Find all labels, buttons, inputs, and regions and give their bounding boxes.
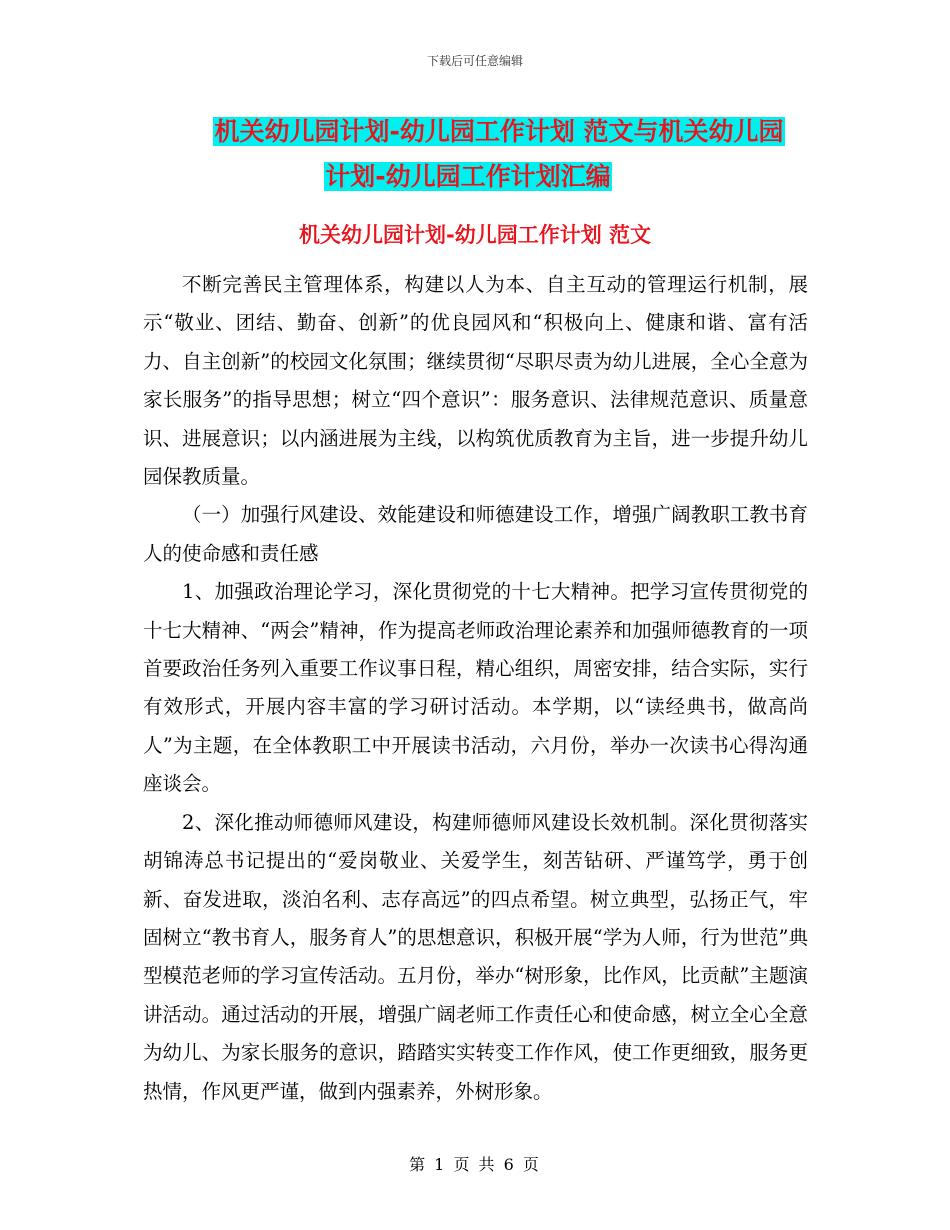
- paragraph: （一）加强行风建设、效能建设和师德建设工作，增强广阔教职工教书育人的使命感和责任感: [143, 503, 808, 565]
- body-text: [143, 266, 808, 1111]
- document-title-line-2: [0, 155, 950, 199]
- paragraph: 不断完善民主管理体系，构建以人为本、自主互动的管理运行机制，展示“敬业、团结、勤奋、创新”的优良园风和“积极向上、健康和谐、富有活力、自主创新”的校园文化氛围；继续贯彻“尽职尽责为幼儿进展，全心全意为家长服务”的指导思想；树立“四个意识”：服务意识、法律规范意识、质量意识、进展意识；以内涵进展为主线，以构筑优质教育为主旨，进一步提升幼儿园保教质量。: [143, 273, 808, 489]
- title-highlight: 计划-幼儿园工作计划汇编: [325, 162, 611, 191]
- title-highlight: 机关幼儿园计划-幼儿园工作计划 范文与机关幼儿园: [214, 117, 784, 146]
- paragraph: 2、深化推动师德师风建设，构建师德师风建设长效机制。深化贯彻落实胡锦涛总书记提出的“爱岗敬业、关爱学生，刻苦钻研、严谨笃学，勇于创新、奋发进取，淡泊名利、志存高远”的四点希望。树立典型，弘扬正气，牢固树立“教书育人，服务育人”的思想意识，积极开展“学为人师，行为世范”典型模范老师的学习宣传活动。五月份，举办“树形象，比作风，比贡献”主题演讲活动。通过活动的开展，增强广阔老师工作责任心和使命感，树立全心全意为幼儿、为家长服务的意识，踏踏实实转变工作作风，使工作更细致，服务更热情，作风更严谨，做到内强素养，外树形象。: [143, 810, 808, 1103]
- paragraph: 1、加强政治理论学习，深化贯彻党的十七大精神。把学习宣传贯彻党的十七大精神、“两会”精神，作为提高老师政治理论素养和加强师德教育的一项首要政治任务列入重要工作议事日程，精心组织，周密安排，结合实际，实行有效形式，开展内容丰富的学习研讨活动。本学期，以“读经典书，做高尚人”为主题，在全体教职工中开展读书活动，六月份，举办一次读书心得沟通座谈会。: [143, 580, 808, 796]
- section-title: 机关幼儿园计划-幼儿园工作计划 范文: [298, 223, 652, 247]
- page-number: 第 1 页 共 6 页: [409, 1155, 541, 1174]
- header-note: 下载后可任意编辑: [426, 54, 523, 68]
- document-title-line-1: [0, 110, 950, 154]
